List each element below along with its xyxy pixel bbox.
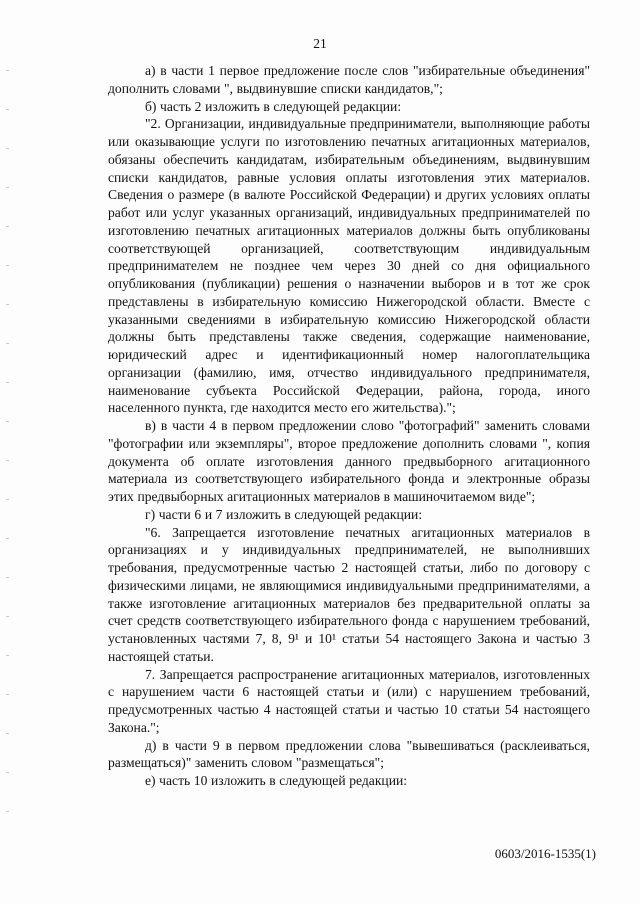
- paragraph-v: в) в части 4 в первом предложении слово "фотографий" заменить словами "фотографии или экземпляры", второе предложение дополнить словами ", копия документа об оплате изготовления данного предвыборного агитационного материала из соответствующего избирательного фонда и электронные образы этих предвыборных агитационных материалов в машиночитаемом виде";: [108, 418, 590, 504]
- paragraph-a: а) в части 1 первое предложение после слов "избирательные объединения" дополнить словами ", выдвинувшие списки кандидатов,";: [108, 63, 590, 96]
- paragraph-e: е) часть 10 изложить в следующей редакции:: [145, 773, 408, 788]
- page-number: 21: [313, 36, 327, 51]
- paragraph-part-6: "6. Запрещается изготовление печатных агитационных материалов в организациях и у индивидуальных предпринимателей, не выполнивших требования, предусмотренные частью 2 настоящей статьи, либо по договору с физическими лицами, не являющимися индивидуальными предпринимателями, а также изготовление агитационных материалов без предварительной оплаты за счет средств соответствующего избирательного фонда с нарушением требований, установленных частями 7, 8, 9¹ и 10¹ статьи 54 настоящего Закона и частью 3 настоящей статьи.: [108, 524, 590, 664]
- scan-margin-marks: [6, 70, 20, 870]
- document-code: 0603/2016-1535(1): [494, 846, 596, 861]
- paragraph-d: д) в части 9 в первом предложении слова "вывешиваться (расклеиваться, размещаться)" заменить словом "размещаться";: [108, 737, 590, 771]
- paragraph-g: г) части 6 и 7 изложить в следующей редакции:: [145, 506, 423, 522]
- paragraph-part-7: 7. Запрещается распространение агитационных материалов, изготовленных с нарушением части 6 настоящей статьи и (или) с нарушением требований, предусмотренных частью 4 настоящей статьи и частью 10 статьи 54 настоящего Закона.";: [108, 666, 590, 735]
- document-body: [108, 62, 590, 790]
- paragraph-part-2: "2. Организации, индивидуальные предприниматели, выполняющие работы или оказывающие услуги по изготовлению печатных агитационных материалов, обязаны обеспечить кандидатам, избирательным объединениям, выдвинувшим списки кандидатов, равные условия оплаты изготовления этих материалов. Сведения о размере (в валюте Российской Федерации) и других условиях оплаты работ или услуг указанных организаций, индивидуальных предпринимателей по изготовлению печатных агитационных материалов должны быть опубликованы соответствующей организацией, соответствующим индивидуальным предпринимателем не позднее чем через 30 дней со дня официального опубликования (публикации) решения о назначении выборов и в тот же срок представлены в избирательную комиссию Нижегородской области. Вместе с указанными сведениями в избирательную комиссию Нижегородской области должны быть представлены также сведения, содержащие наименование, юридический адрес и идентификационный номер налогоплательщика организации (фамилию, имя, отчество индивидуального предпринимателя, наименование субъекта Российской Федерации, района, города, иного населенного пункта, где находится место его жительства).";: [108, 116, 590, 416]
- paragraph-b: б) часть 2 изложить в следующей редакции:: [145, 98, 402, 114]
